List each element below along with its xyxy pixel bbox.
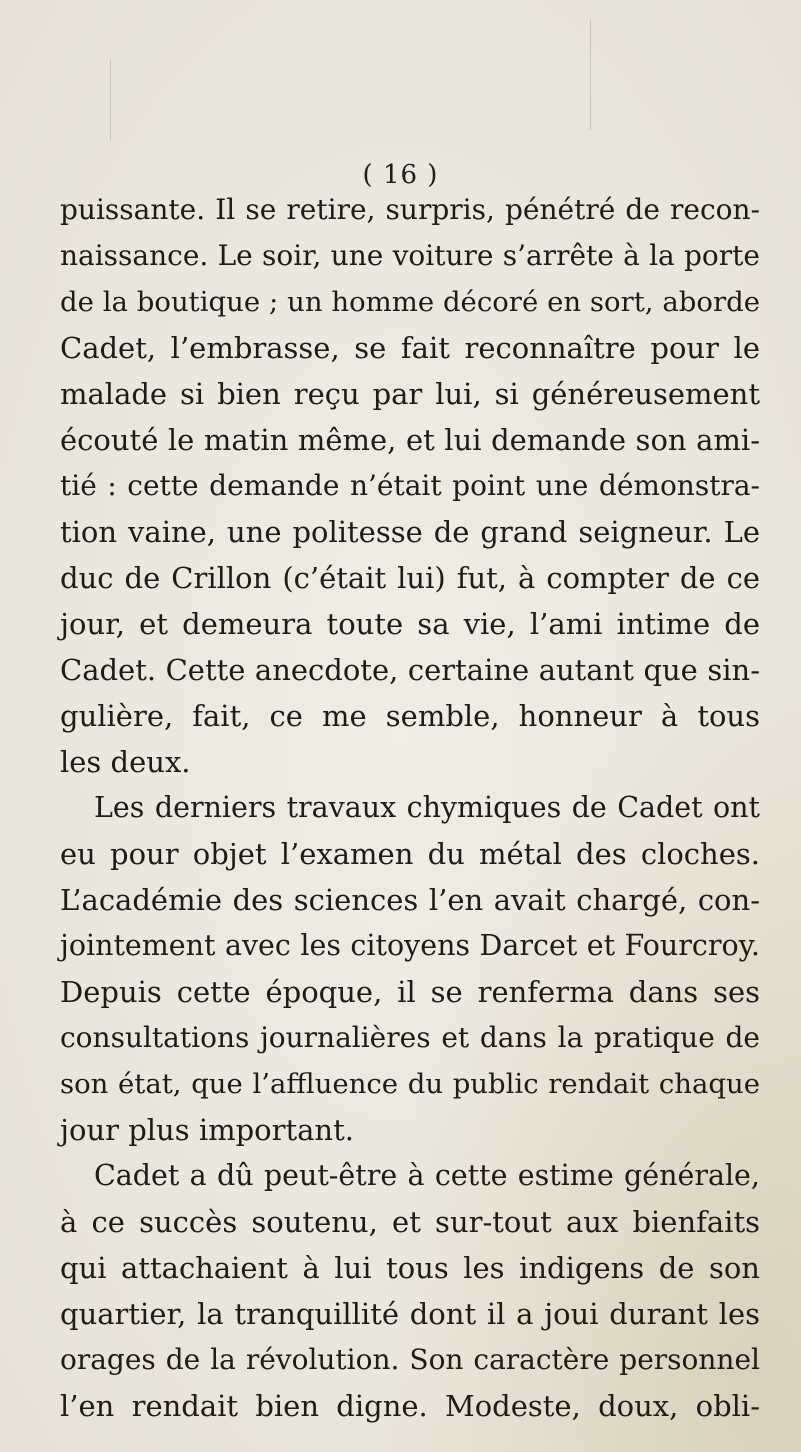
text-line: de la boutique ; un homme décoré en sort, aborde <box>60 286 760 318</box>
text-line: l’en rendait bien digne. Modeste, doux, obli- <box>60 1389 760 1423</box>
text-line: naissance. Le soir, une voiture s’arrête à la porte <box>60 239 760 272</box>
page-number: ( 16 ) <box>362 160 439 190</box>
text-line: quartier, la tranquillité dont il a joui durant les <box>60 1297 760 1331</box>
body-text <box>60 187 760 1429</box>
text-line: Cadet. Cette anecdote, certaine autant que sin- <box>60 653 760 687</box>
text-line: son état, que l’affluence du public rendait chaque <box>60 1068 760 1100</box>
text-line: écouté le matin même, et lui demande son ami- <box>60 423 760 457</box>
text-line: puissante. Il se retire, surpris, pénétré de recon- <box>60 193 760 226</box>
text-line: qui attachaient à lui tous les indigens de son <box>60 1251 760 1285</box>
text-line: consultations journalières et dans la pratique de <box>60 1021 760 1054</box>
text-line: tion vaine, une politesse de grand seigneur. Le <box>60 515 760 549</box>
text-line: duc de Crillon (c’était lui) fut, à compter de ce <box>60 561 760 595</box>
text-line: L’académie des sciences l’en avait chargé, con- <box>60 883 760 917</box>
paragraph-end-line: les deux. <box>60 745 191 779</box>
text-line: malade si bien reçu par lui, si généreusement <box>60 377 760 411</box>
paragraph-end-line: jour plus important. <box>60 1113 354 1147</box>
text-line: orages de la révolution. Son caractère personnel <box>60 1343 760 1376</box>
text-line: Cadet, l’embrasse, se fait reconnaître pour le <box>60 331 760 365</box>
paragraph-start-line: Les derniers travaux chymiques de Cadet ont <box>94 791 760 824</box>
text-line: eu pour objet l’examen du métal des cloches. <box>60 837 760 871</box>
text-line: jour, et demeura toute sa vie, l’ami intime de <box>60 607 760 641</box>
show-through-mark <box>110 60 111 140</box>
text-line: à ce succès soutenu, et sur-tout aux bienfaits <box>60 1205 760 1239</box>
text-line: jointement avec les citoyens Darcet et Fourcroy. <box>60 929 760 962</box>
text-line: Depuis cette époque, il se renferma dans ses <box>60 975 760 1009</box>
text-line: tié : cette demande n’était point une démonstra- <box>60 469 760 502</box>
text-line: gulière, fait, ce me semble, honneur à tous <box>60 699 760 733</box>
show-through-mark <box>590 20 591 130</box>
paragraph-start-line: Cadet a dû peut-être à cette estime générale, <box>94 1159 760 1192</box>
